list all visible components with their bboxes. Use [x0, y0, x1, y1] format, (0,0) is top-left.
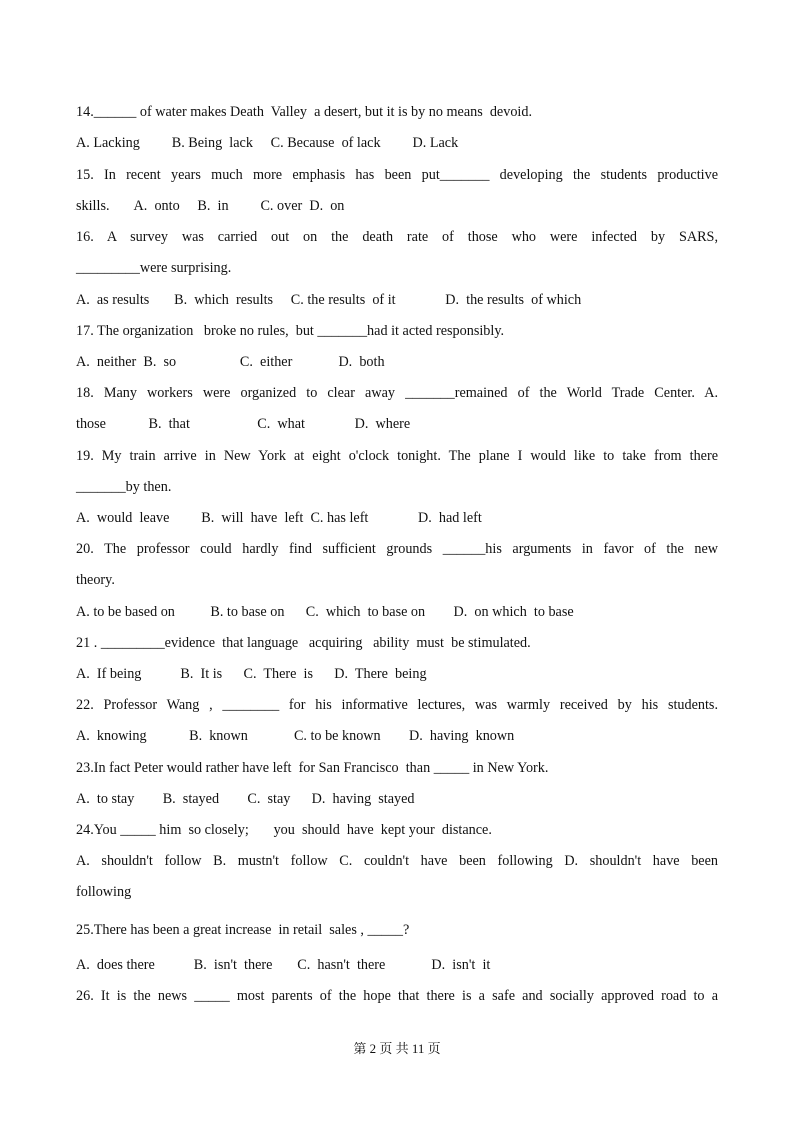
question-15-stem: 15. In recent years much more emphasis has been put_______ developing the students productive — [76, 167, 718, 183]
question-20-stem: 20. The professor could hardly find sufficient grounds ______his arguments in favor of the new — [76, 541, 718, 557]
question-25-options: A. does there B. isn't there C. hasn't there D. isn't it — [76, 957, 491, 973]
page-footer: 第 2 页 共 11 页 — [353, 1041, 441, 1056]
question-20-options: A. to be based on B. to base on C. which to base on D. on which to base — [76, 604, 574, 620]
question-20-stem-cont: theory. — [76, 572, 115, 588]
question-24-options-cont: following — [76, 884, 132, 900]
question-19-stem-cont: _______by then. — [76, 479, 172, 495]
question-14-stem: 14.______ of water makes Death Valley a desert, but it is by no means devoid. — [76, 104, 533, 120]
question-18-stem: 18. Many workers were organized to clear away _______remained of the World Trade Center. A. — [76, 385, 718, 401]
question-21-stem: 21 . _________evidence that language acquiring ability must be stimulated. — [76, 635, 531, 651]
question-17-options: A. neither B. so C. either D. both — [76, 354, 385, 370]
question-25-stem: 25.There has been a great increase in retail sales , _____? — [76, 922, 410, 938]
question-24-options: A. shouldn't follow B. mustn't follow C. couldn't have been following D. shouldn't have been — [76, 853, 718, 869]
question-16-stem-cont: _________were surprising. — [76, 260, 232, 276]
question-19-options: A. would leave B. will have left C. has left D. had left — [76, 510, 482, 526]
question-19-stem: 19. My train arrive in New York at eight o'clock tonight. The plane I would like to take from there — [76, 448, 718, 464]
question-16-options: A. as results B. which results C. the results of it D. the results of which — [76, 292, 582, 308]
question-22-options: A. knowing B. known C. to be known D. having known — [76, 728, 515, 744]
question-17-stem: 17. The organization broke no rules, but _______had it acted responsibly. — [76, 323, 505, 339]
question-23-options: A. to stay B. stayed C. stay D. having stayed — [76, 791, 415, 807]
question-26-stem: 26. It is the news _____ most parents of the hope that there is a safe and socially approved road to a — [76, 988, 718, 1004]
question-21-options: A. If being B. It is C. There is D. There being — [76, 666, 427, 682]
question-24-stem: 24.You _____ him so closely; you should have kept your distance. — [76, 822, 492, 838]
question-18-options: those B. that C. what D. where — [76, 416, 411, 432]
question-23-stem: 23.In fact Peter would rather have left for San Francisco than _____ in New York. — [76, 760, 549, 776]
question-14-options: A. Lacking B. Being lack C. Because of lack D. Lack — [76, 135, 459, 151]
question-15-options: skills. A. onto B. in C. over D. on — [76, 198, 345, 214]
question-22-stem: 22. Professor Wang , ________ for his informative lectures, was warmly received by his students. — [76, 697, 718, 713]
question-16-stem: 16. A survey was carried out on the death rate of those who were infected by SARS, — [76, 229, 718, 245]
